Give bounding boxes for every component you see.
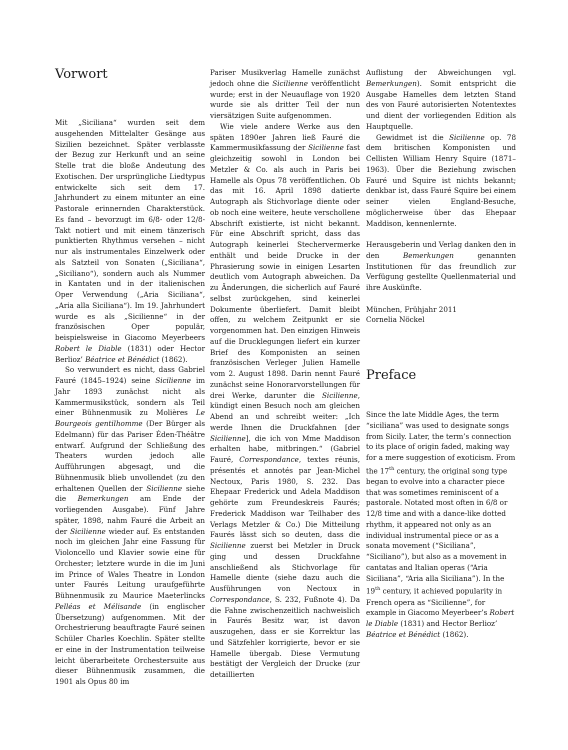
text-run: Pariser Musikverlag Hamelle zunächst jedoch ohne die [210,68,360,88]
italic-title: Bemerkungen [403,250,454,260]
text-run: (1831) oder Hector Berlioz’ [55,343,205,364]
italic-title: Sicilienne [449,132,485,142]
text-run: siehe die [55,483,205,504]
italic-title: Béatrice et Bénédict [85,354,160,364]
text-run: Herausgeberin und Verlag danken den in den [366,240,516,260]
italic-title: Correspondance [210,594,270,604]
text-run: century, the original song type began to evolve into a character piece that was sometimes reminiscent of a pastorale. Notated most often in 6/8 or 12/8 time and with a dance-like dotted rhythm, it appeared not only as an individual instrumental piece or as a sonata movement (“Siciliana”, “Siciliano”), but also as a movement in cantatas and Italian operas (“Aria Siciliana”, “Aria alla Siciliana”). In the 19 [366,466,508,596]
ordinal-suffix: th [375,586,381,593]
vorwort-column-3 [366,68,516,326]
text-run: Wie viele andere Werke aus den späten 1890er Jahren ließ Fauré die Kammermusikfassung der [210,121,360,153]
vorwort-paragraph [210,68,360,122]
text-run: , kündigt einen Besuch noch am gleichen Abend an und schreibt weiter: „Ich werde Ihnen die Druckfahnen [der [210,390,360,432]
vorwort-paragraph [210,122,360,681]
italic-title: Sicilienne [308,143,344,153]
italic-title: Béatrice et Bénédict [366,629,441,639]
text-run: , textes réunis, présentés et annotés par Jean-Michel Nectoux, Paris 1980, S. 232. Das Ehepaar Frederick und Adela Maddison gehörte zum Freundeskreis Faurés; Frederick Maddison war Teilhaber des Verlags Metzler & Co.) Die Mitteilung Faurés lässt sich so deuten, dass die [210,455,360,540]
text-run: Mit „Siciliana“ wurden seit dem ausgehenden Mittelalter Gesänge aus Sizilien bezeichnet. Später verblasste der Bezug zur Herkunft und an seine Stelle trat die bloße Andeutung des Exotischen. Der ursprüngliche Liedtypus entwickelte sich seit dem 17. Jahrhundert zu einem mitunter an eine Pastorale erinnernden Charakterstück. Es fand – bevorzugt im 6/8- oder 12/8-Takt notiert und mit einem tänzerisch punktierten Rhythmus versehen – nicht nur als instrumentales Einzelwerk oder als Satzteil von Sonaten („Siciliana“, „Siciliano“), sondern auch als Nummer in Kantaten und in der italienischen Oper Verwendung („Aria Siciliana“, „Aria alla Siciliana“). Im 19. Jahrhundert wurde es als „Sicilienne“ in der französischen Oper populär, beispielsweise in Giacomo Meyerbeers [55,118,205,342]
vorwort-author: Cornelia Nöckel [366,315,425,325]
italic-title: Sicilienne [155,376,191,385]
italic-title: Sicilienne [70,526,106,536]
text-run: Gewidmet ist die [376,132,450,142]
italic-title: Sicilienne [322,390,358,400]
text-run: (Der Bürger als Edelmann) für das Pariser Éden-Théâtre entwarf. Aufgrund der Schließung des Theaters wurden jedoch alle Aufführungen abgesagt, und die Bühnenmusik blieb unvollendet (zu den erhaltenen Quellen der [55,419,205,493]
preface-heading: Preface [366,368,417,383]
vorwort-paragraph [55,118,205,365]
italic-title: Sicilienne [146,483,183,493]
vorwort-column-2 [210,68,360,681]
text-run: (1862). [440,629,469,639]
text-run: veröffentlicht wurde; erst in der Neuauflage von 1920 wurde sie als dritter Teil der nun viersätzigen Suite aufgenommen. [210,78,360,120]
vorwort-paragraph [366,68,516,133]
italic-title: Sicilienne [272,78,309,88]
text-run: zuerst bei Metzler in Druck ging und dessen Druckfahne anschließend als Stichvorlage für Hamelle diente (siehe dazu auch die Ausführungen von Nectoux in [210,541,360,593]
text-run: ], die ich von Mme Maddison erhalten habe, mitbringen.“ (Gabriel Fauré, [210,433,360,464]
italic-title: Robert le Diable [366,608,515,628]
vorwort-paragraph [366,133,516,230]
italic-title: Sicilienne [210,541,246,550]
italic-title: Correspondance [239,455,299,464]
text-run: century, it achieved popularity in French opera as “Sicilienne”, for example in Giacomo Meyerbeer’s [366,586,503,618]
vorwort-date: München, Frühjahr 2011 [366,304,457,314]
text-run: (1831) and Hector Berlioz’ [398,619,498,628]
text-run: wieder auf. Es entstanden noch im gleichen Jahr eine Fassung für Violoncello und Klavier sowie eine für Orchester; letztere wurde in die im Juni im Prince of Wales Theatre in London unter Faurés Leitung uraufgeführte Bühnenmusik zu Maurice Maeterlincks [55,526,205,600]
preface-paragraph [366,410,516,641]
italic-title: Sicilienne [210,433,246,443]
text-run: im Jahr 1893 zunächst nicht als Kammermusikstück, sondern als Teil einer Bühnenmusik zu Molières [55,376,206,418]
preface-column [366,410,516,641]
text-run: (in englischer Übersetzung) aufgenommen. Mit der Orchestrierung beauftragte Fauré seinen Schüler Charles Koechlin. Später stellte er eine in der Instrumentation teilweise leicht überarbeitete Orchestersuite aus dieser Bühnenmusik zusammen, die 1901 als Opus 80 im [55,601,205,686]
italic-title: Bemerkungen [77,494,129,504]
text-run: Since the late Middle Ages, the term “siciliana” was used to designate songs from Sicily. Later, the term’s connection to its place of origin faded, making way for a mere suggestion of exoticism. From the 17 [366,410,516,476]
vorwort-heading: Vorwort [55,67,108,82]
italic-title: Le Bourgeois gentilhomme [55,408,205,428]
text-run: (1862). [159,354,188,364]
vorwort-paragraph [55,365,205,688]
italic-title: Robert le Diable [55,343,122,353]
text-run: , S. 232, Fußnote 4). Da die Fahne zwischenzeitlich nachweislich in Faurés Besitz war, ist davon auszugehen, dass er sie Korrektur las und Sätzfehler korrigierte, bevor er sie Hamelle übergab. Diese Vermutung bestätigt der Vergleich der Drucke (zur detaillierten [210,594,360,679]
italic-title: Bemerkungen [366,78,417,88]
text-run: fast gleichzeitig sowohl in London bei Metzler & Co. als auch in Paris bei Hamelle als Opus 78 veröffentlichen. Ob das mit 16. April 1898 datierte Autograph als Stichvorlage diente oder ob noch eine weitere, heute verschollene Abschrift existierte, ist nicht bekannt. Für eine Abschrift spricht, dass das Autograph keinerlei Stechervermerke enthält und beide Drucke in der Phrasierung sowie in einigen Lesarten deutlich vom Autograph abweichen. Da zu Änderungen, die sicherlich auf Fauré selbst zurückgehen, sind keinerlei Dokumente überliefert. Damit bleibt offen, zu welchem Zeitpunkt er sie vorgenommen hat. Den einzigen Hinweis auf die Drucklegungen liefert ein kurzer Brief des Komponisten an seinen französischen Verleger Julien Hamelle vom 2. August 1898. Darin nennt Fauré zunächst seine Honorarvorstellungen für drei Werke, darunter die [210,143,360,400]
text-run: op. 78 dem britischen Komponisten und Cellisten William Henry Squire (1871–1963). Über die Beziehung zwischen Fauré und Squire ist nichts bekannt; denkbar ist, dass Fauré Squire bei einem seiner vielen England-Besuche, möglicherweise über das Ehepaar Maddison, kennenlernte. [366,132,516,228]
vorwort-paragraph [366,240,516,294]
text-run: genannten Institutionen für das freundlich zur Verfügung gestellte Quellenmaterial und ihre Auskünfte. [366,250,516,292]
text-run: ). Somit entspricht die Ausgabe Hamelles dem letzten Stand des von Fauré autorisierten Notentextes und dient der vorliegenden Edition als Hauptquelle. [366,78,516,131]
italic-title: Pelléas et Mélisande [55,601,142,611]
vorwort-column-1 [55,118,205,688]
text-run: am Ende der vorliegenden Ausgabe). Fünf Jahre später, 1898, nahm Fauré die Arbeit an der [55,494,206,536]
text-run: So verwundert es nicht, dass Gabriel Fauré (1845–1924) seine [55,365,205,385]
text-run: Auflistung der Abweichungen vgl. [366,68,516,77]
ordinal-suffix: th [389,465,395,472]
